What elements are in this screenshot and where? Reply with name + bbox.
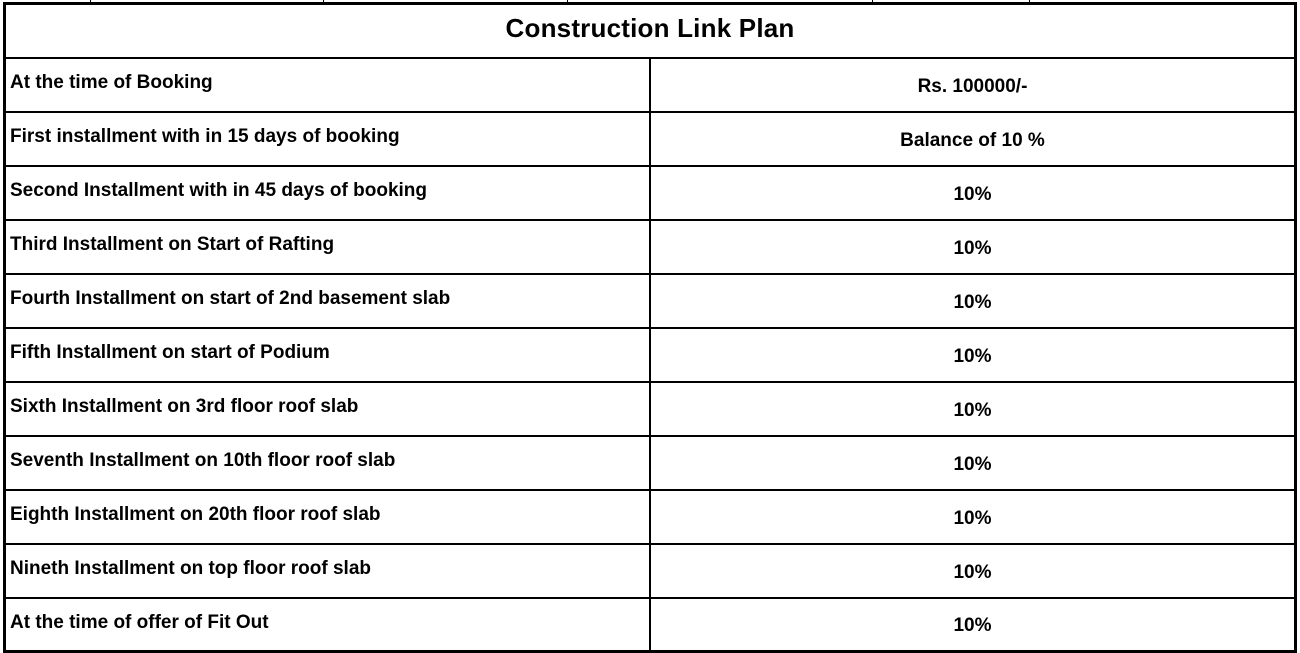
installment-description: Nineth Installment on top floor roof slab bbox=[5, 544, 651, 598]
installment-description: Fourth Installment on start of 2nd basement slab bbox=[5, 274, 651, 328]
table-title: Construction Link Plan bbox=[5, 4, 1296, 58]
installment-amount: 10% bbox=[650, 328, 1296, 382]
installment-amount: 10% bbox=[650, 220, 1296, 274]
table-row bbox=[5, 166, 1296, 220]
installment-amount: 10% bbox=[650, 598, 1296, 652]
installment-amount: Rs. 100000/- bbox=[650, 58, 1296, 112]
installment-amount: 10% bbox=[650, 544, 1296, 598]
table-row bbox=[5, 382, 1296, 436]
installment-amount: Balance of 10 % bbox=[650, 112, 1296, 166]
table-row bbox=[5, 220, 1296, 274]
table-row bbox=[5, 544, 1296, 598]
table-row bbox=[5, 112, 1296, 166]
construction-link-plan-table bbox=[3, 2, 1297, 653]
installment-description: Third Installment on Start of Rafting bbox=[5, 220, 651, 274]
table-row bbox=[5, 436, 1296, 490]
installment-amount: 10% bbox=[650, 274, 1296, 328]
installment-description: First installment with in 15 days of booking bbox=[5, 112, 651, 166]
installment-description: At the time of offer of Fit Out bbox=[5, 598, 651, 652]
installment-amount: 10% bbox=[650, 382, 1296, 436]
title-row bbox=[5, 4, 1296, 58]
installment-description: Fifth Installment on start of Podium bbox=[5, 328, 651, 382]
installment-amount: 10% bbox=[650, 490, 1296, 544]
installment-description: Eighth Installment on 20th floor roof slab bbox=[5, 490, 651, 544]
installment-description: At the time of Booking bbox=[5, 58, 651, 112]
installment-description: Sixth Installment on 3rd floor roof slab bbox=[5, 382, 651, 436]
installment-amount: 10% bbox=[650, 436, 1296, 490]
installment-description: Second Installment with in 45 days of booking bbox=[5, 166, 651, 220]
table-row bbox=[5, 274, 1296, 328]
table-row bbox=[5, 598, 1296, 652]
table-row bbox=[5, 490, 1296, 544]
installment-description: Seventh Installment on 10th floor roof slab bbox=[5, 436, 651, 490]
table-row bbox=[5, 328, 1296, 382]
table-row bbox=[5, 58, 1296, 112]
installment-amount: 10% bbox=[650, 166, 1296, 220]
